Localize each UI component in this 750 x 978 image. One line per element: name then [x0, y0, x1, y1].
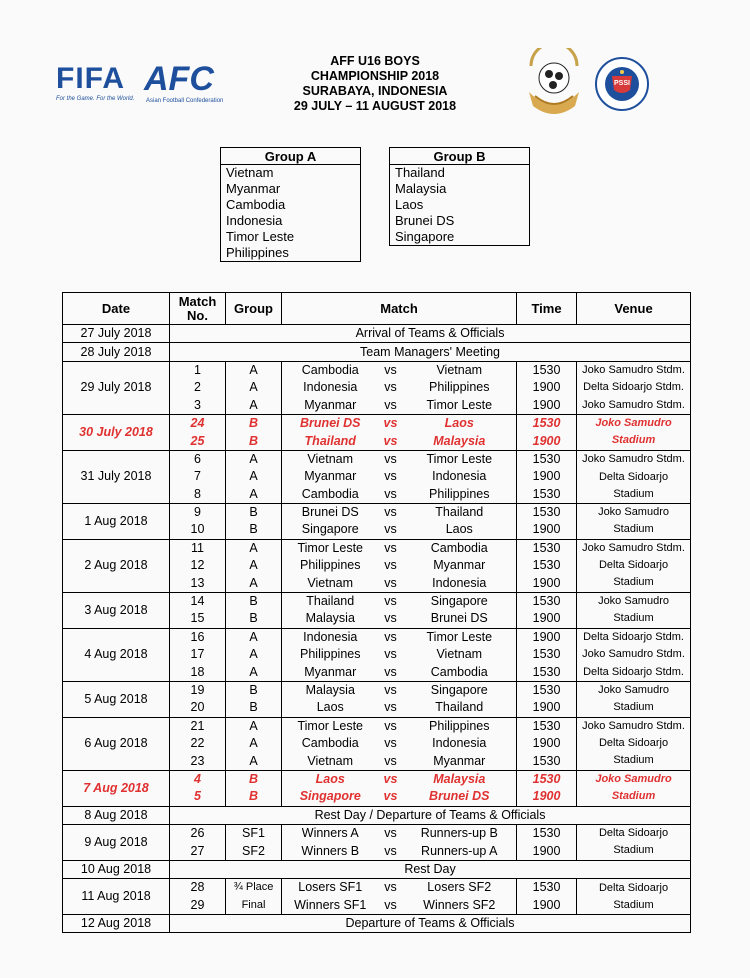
- match-no-cell: 4: [170, 770, 226, 788]
- date-cell: 6 Aug 2018: [63, 717, 170, 770]
- team-home-cell: Indonesia: [282, 628, 379, 646]
- match-no-cell: 28: [170, 879, 226, 897]
- venue-cell: [577, 557, 691, 592]
- time-cell: 1900: [517, 521, 577, 539]
- venue-line: Stadium: [613, 701, 654, 714]
- group-b-team: Singapore: [390, 229, 530, 246]
- match-row: [63, 879, 691, 897]
- venue-cell: Delta Sidoarjo Stdm.: [577, 663, 691, 681]
- group-cell: B: [226, 699, 282, 717]
- group-a-team: Timor Leste: [221, 229, 361, 245]
- team-away-cell: Cambodia: [403, 539, 517, 557]
- group-cell: A: [226, 735, 282, 752]
- group-b-team: Thailand: [390, 165, 530, 182]
- team-away-cell: Philippines: [403, 486, 517, 504]
- time-cell: 1530: [517, 717, 577, 735]
- group-cell: A: [226, 379, 282, 396]
- group-cell: B: [226, 414, 282, 432]
- time-cell: 1900: [517, 574, 577, 592]
- aff-emblem-icon: [525, 48, 583, 118]
- event-cell: Arrival of Teams & Officials: [170, 325, 691, 343]
- team-home-cell: Laos: [282, 770, 379, 788]
- vs-cell: vs: [384, 469, 397, 484]
- match-no-cell: 29: [170, 897, 226, 915]
- team-home-cell: Philippines: [282, 646, 379, 663]
- time-cell: 1900: [517, 699, 577, 717]
- team-away-cell: Cambodia: [403, 663, 517, 681]
- venue-line: Stadium: [613, 844, 654, 857]
- group-a-team: Philippines: [221, 245, 361, 262]
- afc-tagline: Asian Football Confederation: [146, 98, 224, 104]
- group-cell: A: [226, 397, 282, 415]
- match-no-cell: 23: [170, 752, 226, 770]
- event-row: [63, 325, 691, 343]
- vs-cell: vs: [384, 826, 397, 841]
- group-a-team: Myanmar: [221, 181, 361, 197]
- page-title: [250, 54, 500, 114]
- vs-cell: vs: [384, 362, 397, 377]
- match-row: [63, 628, 691, 646]
- time-cell: 1900: [517, 842, 577, 860]
- vs-cell: vs: [384, 558, 397, 573]
- title-line: 29 JULY – 11 AUGUST 2018: [293, 99, 457, 113]
- event-cell: Rest Day / Departure of Teams & Officials: [170, 806, 691, 824]
- vs-cell: vs: [384, 629, 397, 644]
- header-group: Group: [226, 293, 282, 325]
- time-cell: 1530: [517, 414, 577, 432]
- group-b-team: Brunei DS: [390, 213, 530, 229]
- group-b-team: Malaysia: [390, 181, 530, 197]
- match-no-cell: 24: [170, 414, 226, 432]
- team-away-cell: Indonesia: [403, 468, 517, 485]
- group-cell: A: [226, 752, 282, 770]
- match-no-cell: 25: [170, 432, 226, 450]
- group-cell: A: [226, 539, 282, 557]
- group-cell: A: [226, 468, 282, 485]
- group-cell: A: [226, 646, 282, 663]
- team-away-cell: Malaysia: [403, 432, 517, 450]
- group-a-title: Group A: [221, 148, 361, 165]
- team-home-cell: Thailand: [282, 432, 379, 450]
- vs-cell: vs: [379, 842, 403, 860]
- team-home-cell: Losers SF1: [282, 879, 379, 897]
- team-home-cell: Singapore: [282, 788, 379, 806]
- date-cell: 4 Aug 2018: [63, 628, 170, 681]
- venue-cell: Joko Samudro Stdm.: [577, 646, 691, 663]
- time-cell: 1530: [517, 486, 577, 504]
- match-no-cell: 3: [170, 397, 226, 415]
- venue-cell: Joko Samudro Stdm.: [577, 717, 691, 735]
- team-home-cell: Winners A: [282, 824, 379, 842]
- match-row: [63, 539, 691, 557]
- match-no-cell: 16: [170, 628, 226, 646]
- match-no-cell: 13: [170, 574, 226, 592]
- date-cell: 2 Aug 2018: [63, 539, 170, 592]
- team-home-cell: Winners B: [282, 842, 379, 860]
- match-no-cell: 10: [170, 521, 226, 539]
- match-row: [63, 592, 691, 610]
- venue-cell: Delta Sidoarjo Stdm.: [577, 379, 691, 396]
- time-cell: 1900: [517, 379, 577, 396]
- fifa-logo: FIFA: [56, 62, 125, 95]
- time-cell: 1530: [517, 824, 577, 842]
- venue-line: Joko Samudro: [595, 773, 672, 786]
- match-no-cell: 9: [170, 503, 226, 521]
- group-cell: SF2: [226, 842, 282, 860]
- schedule-table: [62, 292, 691, 933]
- team-away-cell: Singapore: [403, 681, 517, 699]
- team-away-cell: Vietnam: [403, 646, 517, 663]
- header-time: Time: [517, 293, 577, 325]
- date-cell: 12 Aug 2018: [63, 914, 170, 932]
- date-cell: 28 July 2018: [63, 343, 170, 361]
- vs-cell: vs: [379, 610, 403, 628]
- vs-cell: vs: [383, 771, 398, 786]
- match-no-cell: 27: [170, 842, 226, 860]
- team-home-cell: Myanmar: [282, 397, 379, 415]
- venue-cell: Joko Samudro Stdm.: [577, 397, 691, 415]
- time-cell: 1900: [517, 610, 577, 628]
- team-away-cell: Malaysia: [403, 770, 517, 788]
- date-cell: 5 Aug 2018: [63, 681, 170, 717]
- title-line: AFF U16 BOYS: [330, 54, 420, 68]
- date-cell: 9 Aug 2018: [63, 824, 170, 860]
- group-cell: A: [226, 450, 282, 468]
- group-cell: SF1: [226, 824, 282, 842]
- team-away-cell: Singapore: [403, 592, 517, 610]
- match-no-cell: 7: [170, 468, 226, 485]
- team-away-cell: Laos: [403, 414, 517, 432]
- event-row: [63, 914, 691, 932]
- team-away-cell: Timor Leste: [403, 397, 517, 415]
- venue-cell: [577, 414, 691, 450]
- afc-logo: AFC: [144, 60, 214, 98]
- venue-line: Stadium: [613, 898, 654, 911]
- match-no-cell: 26: [170, 824, 226, 842]
- venue-line: Delta Sidoarjo: [598, 881, 669, 894]
- team-away-cell: Losers SF2: [403, 879, 517, 897]
- time-cell: 1530: [517, 663, 577, 681]
- match-row: [63, 450, 691, 468]
- schedule-body: [63, 325, 691, 933]
- vs-cell: vs: [379, 574, 403, 592]
- event-row: [63, 806, 691, 824]
- date-cell: 27 July 2018: [63, 325, 170, 343]
- vs-cell: vs: [379, 752, 403, 770]
- venue-cell: [577, 592, 691, 628]
- venue-cell: [577, 468, 691, 503]
- group-a-team: Cambodia: [221, 197, 361, 213]
- group-b-table: [389, 147, 530, 246]
- match-no-cell: 20: [170, 699, 226, 717]
- vs-cell: vs: [384, 380, 397, 395]
- time-cell: 1530: [517, 646, 577, 663]
- group-cell: B: [226, 503, 282, 521]
- team-home-cell: Singapore: [282, 521, 379, 539]
- group-cell: ¾ Place: [226, 879, 282, 897]
- time-cell: 1530: [517, 450, 577, 468]
- group-cell: A: [226, 628, 282, 646]
- team-home-cell: Brunei DS: [282, 414, 379, 432]
- team-away-cell: Philippines: [403, 717, 517, 735]
- match-no-cell: 11: [170, 539, 226, 557]
- team-home-cell: Indonesia: [282, 379, 379, 396]
- group-cell: A: [226, 574, 282, 592]
- group-cell: Final: [226, 897, 282, 915]
- venue-line: Stadium: [613, 612, 654, 625]
- date-cell: 1 Aug 2018: [63, 503, 170, 539]
- time-cell: 1900: [517, 628, 577, 646]
- vs-cell: vs: [379, 486, 403, 504]
- team-home-cell: Timor Leste: [282, 539, 379, 557]
- match-no-cell: 19: [170, 681, 226, 699]
- venue-line: Stadium: [613, 487, 654, 500]
- header-match-no: Match No.: [170, 293, 226, 325]
- date-cell: 8 Aug 2018: [63, 806, 170, 824]
- team-away-cell: Timor Leste: [403, 628, 517, 646]
- venue-line: Joko Samudro: [595, 417, 672, 430]
- vs-cell: vs: [384, 505, 397, 520]
- match-no-cell: 5: [170, 788, 226, 806]
- time-cell: 1900: [517, 897, 577, 915]
- team-home-cell: Philippines: [282, 557, 379, 574]
- team-away-cell: Thailand: [403, 503, 517, 521]
- event-cell: Departure of Teams & Officials: [170, 914, 691, 932]
- group-b-title: Group B: [390, 148, 530, 165]
- fifa-tagline: For the Game. For the World.: [56, 96, 135, 102]
- pssi-emblem-icon: [594, 56, 650, 112]
- time-cell: 1530: [517, 879, 577, 897]
- match-row: [63, 681, 691, 699]
- team-home-cell: Cambodia: [282, 361, 379, 379]
- match-no-cell: 14: [170, 592, 226, 610]
- match-row: [63, 770, 691, 788]
- venue-line: Joko Samudro: [598, 506, 669, 519]
- group-cell: B: [226, 610, 282, 628]
- venue-line: Delta Sidoarjo: [598, 827, 669, 840]
- vs-cell: vs: [384, 540, 397, 555]
- group-a-team: Indonesia: [221, 213, 361, 229]
- group-cell: B: [226, 432, 282, 450]
- venue-line: Joko Samudro: [598, 595, 669, 608]
- match-row: [63, 717, 691, 735]
- team-home-cell: Myanmar: [282, 663, 379, 681]
- time-cell: 1530: [517, 557, 577, 574]
- team-home-cell: Cambodia: [282, 735, 379, 752]
- team-away-cell: Myanmar: [403, 557, 517, 574]
- venue-line: Delta Sidoarjo: [598, 470, 669, 483]
- match-no-cell: 12: [170, 557, 226, 574]
- match-row: [63, 361, 691, 379]
- event-row: [63, 343, 691, 361]
- team-away-cell: Laos: [403, 521, 517, 539]
- venue-line: Delta Sidoarjo: [598, 737, 669, 750]
- group-cell: A: [226, 361, 282, 379]
- time-cell: 1530: [517, 361, 577, 379]
- team-home-cell: Vietnam: [282, 752, 379, 770]
- date-cell: 10 Aug 2018: [63, 860, 170, 878]
- team-away-cell: Indonesia: [403, 735, 517, 752]
- vs-cell: vs: [384, 736, 397, 751]
- team-away-cell: Brunei DS: [403, 788, 517, 806]
- match-no-cell: 8: [170, 486, 226, 504]
- group-cell: B: [226, 521, 282, 539]
- match-no-cell: 21: [170, 717, 226, 735]
- document-header: [0, 0, 750, 140]
- vs-cell: vs: [384, 647, 397, 662]
- team-away-cell: Indonesia: [403, 574, 517, 592]
- match-no-cell: 2: [170, 379, 226, 396]
- group-cell: B: [226, 592, 282, 610]
- team-home-cell: Thailand: [282, 592, 379, 610]
- team-home-cell: Laos: [282, 699, 379, 717]
- vs-cell: vs: [384, 880, 397, 895]
- match-row: [63, 414, 691, 432]
- group-cell: B: [226, 681, 282, 699]
- group-cell: B: [226, 788, 282, 806]
- time-cell: 1530: [517, 503, 577, 521]
- vs-cell: vs: [379, 699, 403, 717]
- team-away-cell: Winners SF2: [403, 897, 517, 915]
- vs-cell: vs: [384, 594, 397, 609]
- group-cell: A: [226, 486, 282, 504]
- event-cell: Team Managers' Meeting: [170, 343, 691, 361]
- event-cell: Rest Day: [170, 860, 691, 878]
- date-cell: 31 July 2018: [63, 450, 170, 503]
- vs-cell: vs: [383, 416, 398, 431]
- title-line: SURABAYA, INDONESIA: [302, 84, 448, 98]
- venue-cell: [577, 770, 691, 806]
- time-cell: 1530: [517, 592, 577, 610]
- group-b-team: Laos: [390, 197, 530, 213]
- date-cell: 30 July 2018: [63, 414, 170, 450]
- team-away-cell: Thailand: [403, 699, 517, 717]
- team-home-cell: Timor Leste: [282, 717, 379, 735]
- header-date: Date: [63, 293, 170, 325]
- team-away-cell: Philippines: [403, 379, 517, 396]
- match-no-cell: 1: [170, 361, 226, 379]
- venue-line: Stadium: [613, 576, 654, 589]
- group-a-table: [220, 147, 361, 262]
- time-cell: 1530: [517, 539, 577, 557]
- group-cell: A: [226, 557, 282, 574]
- team-home-cell: Brunei DS: [282, 503, 379, 521]
- vs-cell: vs: [379, 788, 403, 806]
- date-cell: 3 Aug 2018: [63, 592, 170, 628]
- venue-line: Joko Samudro: [598, 684, 669, 697]
- match-no-cell: 18: [170, 663, 226, 681]
- team-away-cell: Vietnam: [403, 361, 517, 379]
- team-away-cell: Runners-up B: [403, 824, 517, 842]
- venue-line: Delta Sidoarjo: [598, 559, 669, 572]
- team-home-cell: Vietnam: [282, 450, 379, 468]
- time-cell: 1530: [517, 770, 577, 788]
- team-away-cell: Timor Leste: [403, 450, 517, 468]
- header-match: Match: [282, 293, 517, 325]
- venue-line: Stadium: [611, 790, 656, 803]
- venue-cell: [577, 503, 691, 539]
- vs-cell: vs: [384, 451, 397, 466]
- vs-cell: vs: [379, 897, 403, 915]
- vs-cell: vs: [379, 663, 403, 681]
- team-home-cell: Vietnam: [282, 574, 379, 592]
- venue-line: Stadium: [613, 523, 654, 536]
- venue-cell: [577, 824, 691, 860]
- venue-cell: Delta Sidoarjo Stdm.: [577, 628, 691, 646]
- event-row: [63, 860, 691, 878]
- venue-line: Stadium: [613, 754, 654, 767]
- team-away-cell: Myanmar: [403, 752, 517, 770]
- venue-cell: [577, 681, 691, 717]
- pssi-text: PSSI: [614, 80, 630, 87]
- venue-cell: [577, 735, 691, 770]
- time-cell: 1530: [517, 752, 577, 770]
- match-no-cell: 6: [170, 450, 226, 468]
- team-home-cell: Cambodia: [282, 486, 379, 504]
- match-row: [63, 503, 691, 521]
- venue-cell: [577, 879, 691, 915]
- venue-cell: Joko Samudro Stdm.: [577, 539, 691, 557]
- team-away-cell: Brunei DS: [403, 610, 517, 628]
- vs-cell: vs: [379, 432, 403, 450]
- time-cell: 1900: [517, 432, 577, 450]
- team-home-cell: Malaysia: [282, 610, 379, 628]
- group-cell: A: [226, 663, 282, 681]
- match-row: [63, 824, 691, 842]
- venue-cell: Joko Samudro Stdm.: [577, 450, 691, 468]
- group-cell: A: [226, 717, 282, 735]
- vs-cell: vs: [384, 718, 397, 733]
- group-a-team: Vietnam: [221, 165, 361, 182]
- date-cell: 11 Aug 2018: [63, 879, 170, 915]
- team-home-cell: Winners SF1: [282, 897, 379, 915]
- team-away-cell: Runners-up A: [403, 842, 517, 860]
- vs-cell: vs: [379, 397, 403, 415]
- header-venue: Venue: [577, 293, 691, 325]
- team-home-cell: Myanmar: [282, 468, 379, 485]
- time-cell: 1900: [517, 735, 577, 752]
- time-cell: 1900: [517, 468, 577, 485]
- venue-cell: Joko Samudro Stdm.: [577, 361, 691, 379]
- team-home-cell: Malaysia: [282, 681, 379, 699]
- venue-line: Stadium: [611, 434, 656, 447]
- date-cell: 29 July 2018: [63, 361, 170, 414]
- vs-cell: vs: [379, 521, 403, 539]
- vs-cell: vs: [384, 683, 397, 697]
- time-cell: 1900: [517, 788, 577, 806]
- time-cell: 1900: [517, 397, 577, 415]
- match-no-cell: 22: [170, 735, 226, 752]
- group-cell: B: [226, 770, 282, 788]
- match-no-cell: 17: [170, 646, 226, 663]
- date-cell: 7 Aug 2018: [63, 770, 170, 806]
- match-no-cell: 15: [170, 610, 226, 628]
- title-line: CHAMPIONSHIP 2018: [310, 69, 440, 83]
- time-cell: 1530: [517, 681, 577, 699]
